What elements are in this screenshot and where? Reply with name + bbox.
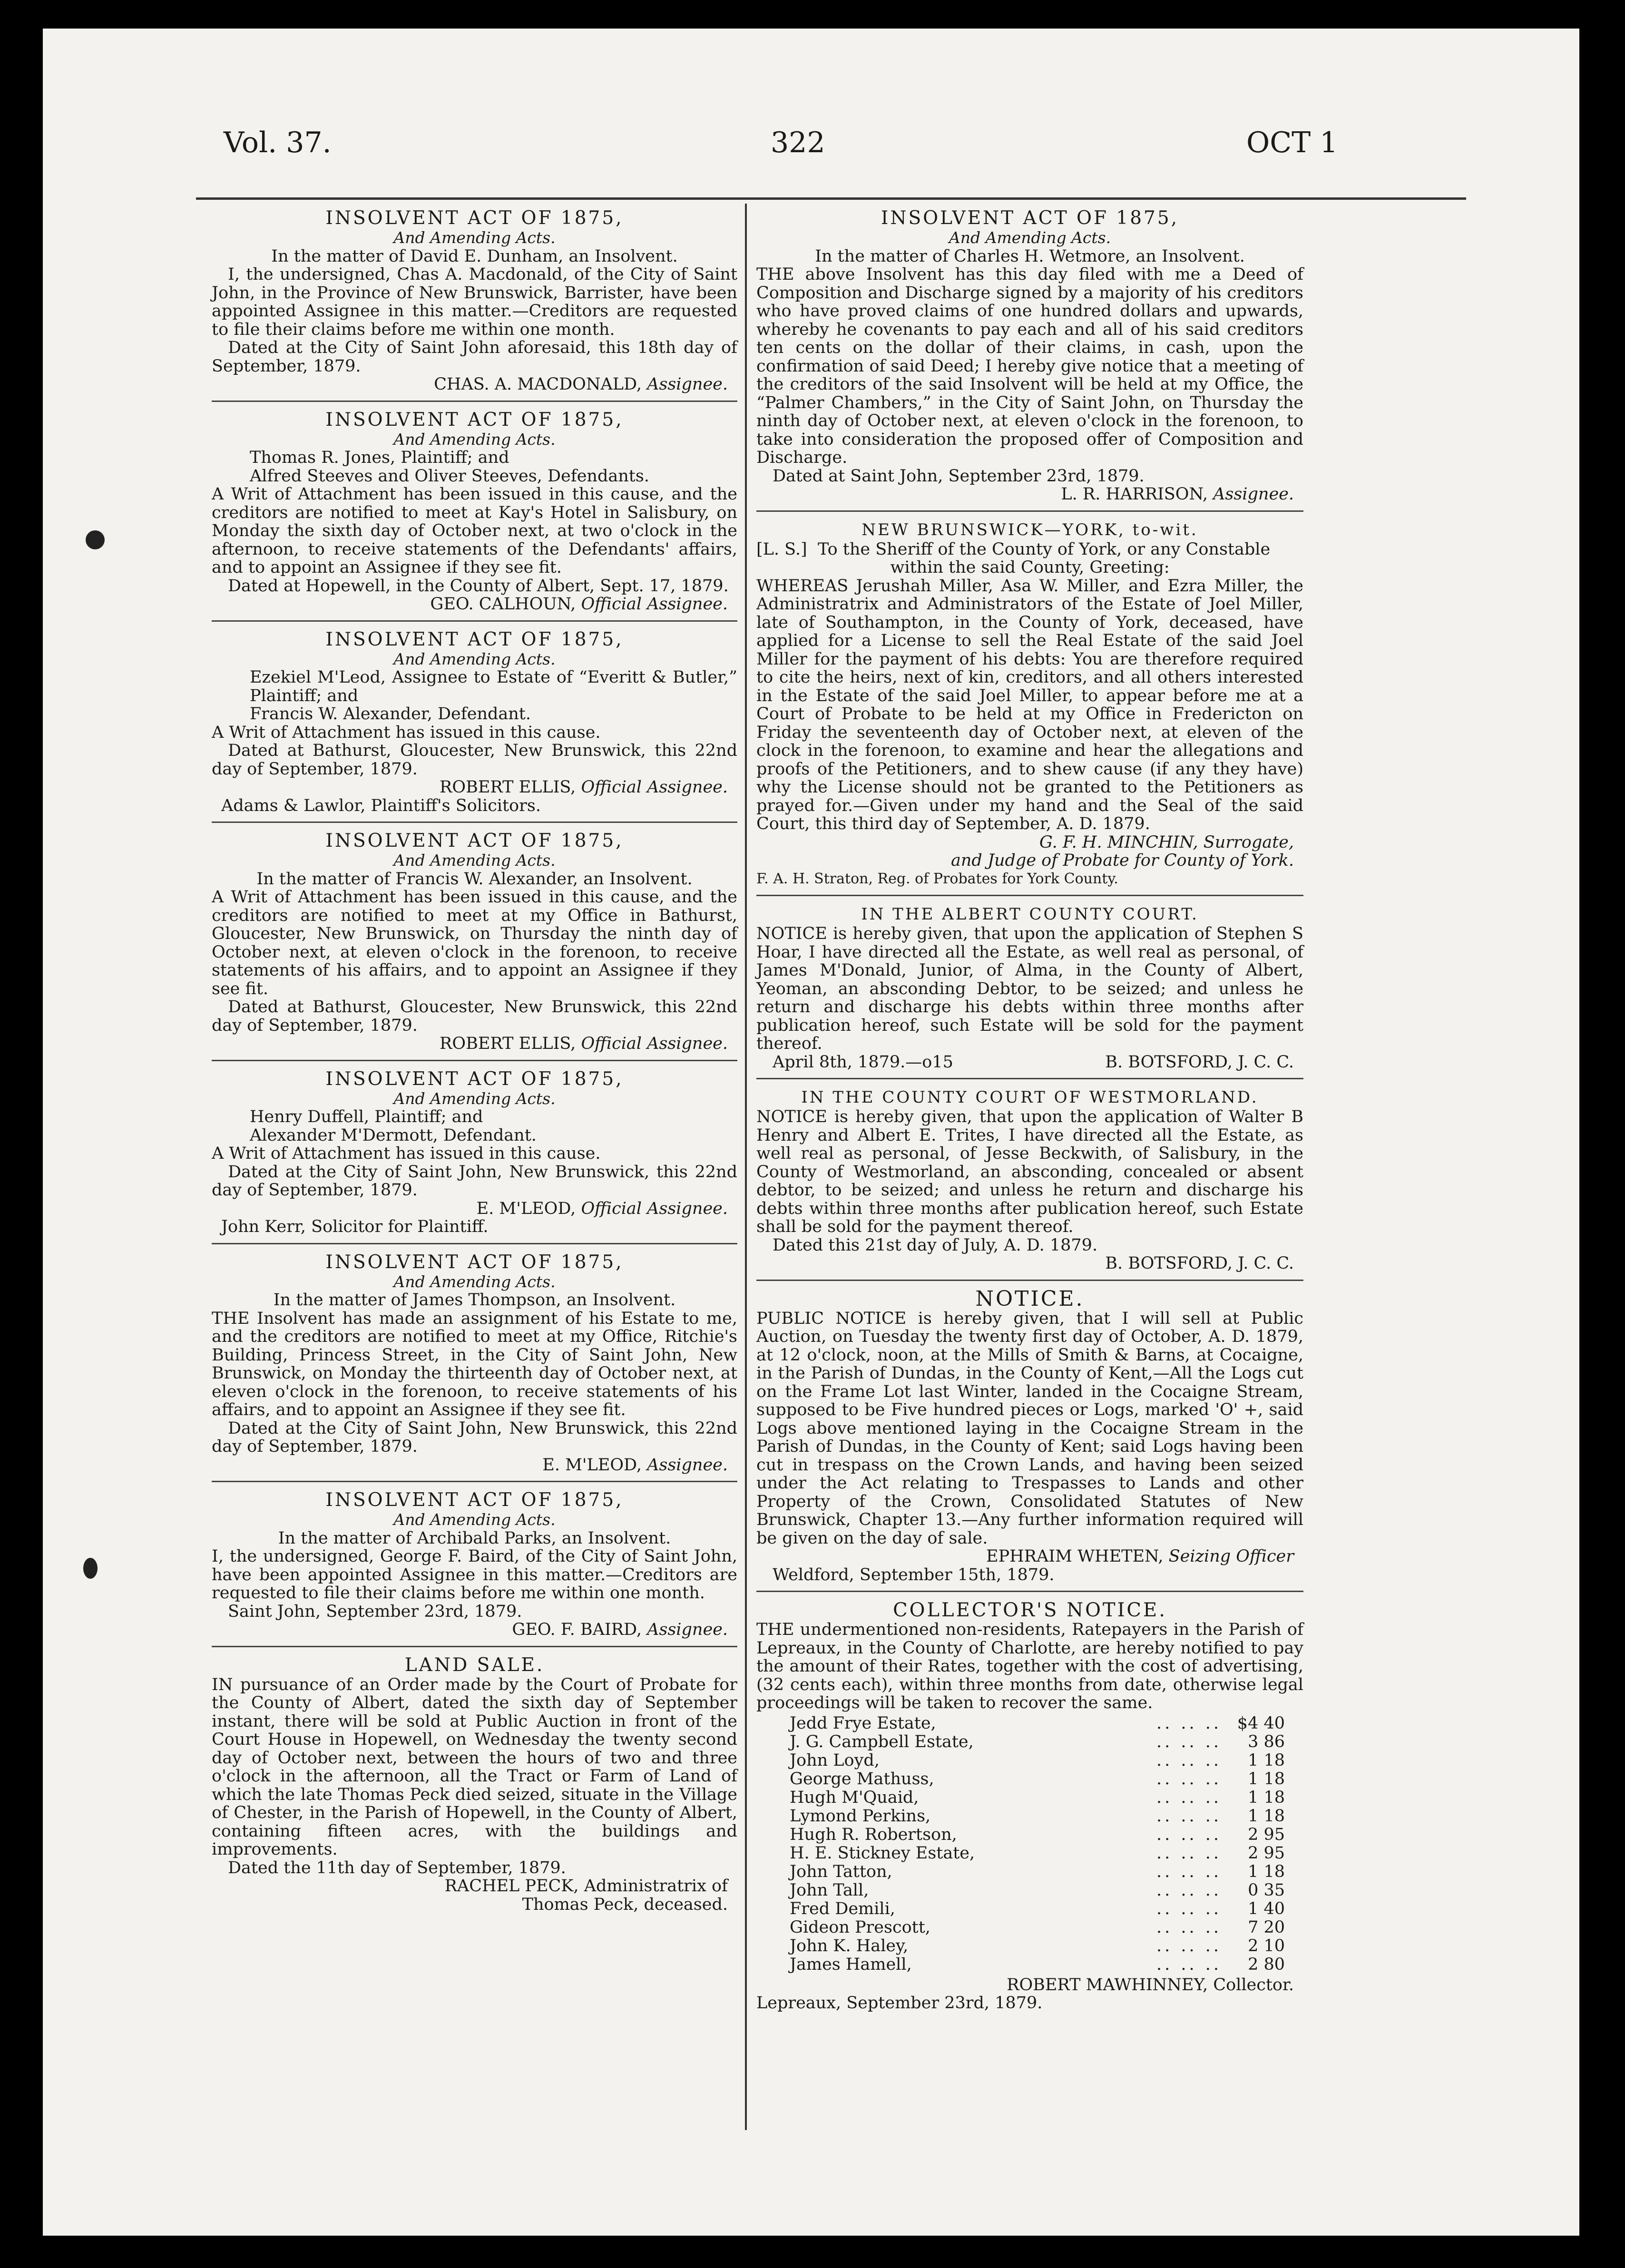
notice-dated: Dated at Bathurst, Gloucester, New Brunswick, this 22nd day of September, 1879. (212, 741, 737, 779)
ratepayer-amt: 1 18 (1248, 1806, 1285, 1826)
signatory-role: and Judge of Probate for County of York. (951, 851, 1294, 870)
registrar-line: F. A. H. Straton, Reg. of Probates for York County. (756, 870, 1118, 887)
signatory: CHAS. A. MACDONALD, (434, 375, 642, 394)
notice-subtitle: And Amending Acts. (393, 430, 556, 449)
notice-matter: In the matter of Archibald Parks, an Insolvent. (278, 1528, 671, 1548)
signatory-role: Official Assignee. (581, 1199, 728, 1218)
table-row (771, 1826, 1285, 1844)
ratepayer-name: John Tatton, (790, 1862, 892, 1881)
signatory-role: Official Assignee. (581, 595, 728, 614)
notice-body: PUBLIC NOTICE is hereby given, that I will sell at Public Auction, on Tuesday the twenty first day of October, A. D. 1879, at 12 o'clock, noon, at the Mills of Smith & Barns, at Cocaigne, in the Parish of Dundas, in the County of Kent,—All the Logs cut on the Frame Lot last Winter, landed in the Cocaigne Stream, supposed to be Five hundred pieces or Logs, marked 'O' +, said Logs above mentioned laying in the Cocaigne Stream in the Parish of Dundas, in the County of Kent; said Logs having been cut in trespass on the Crown Lands, and having been seized under the Act relating to Trespasses to Lands and other Property of the Crown, Consolidated Statutes of New Brunswick, Chapter 13.—Any further information required will be given on the day of sale. (756, 1309, 1303, 1548)
notice-subtitle: And Amending Acts. (393, 1272, 556, 1291)
ratepayer-name: Hugh M'Quaid, (790, 1788, 919, 1807)
signatory-role: Official Assignee. (581, 1034, 728, 1053)
notice-jones-steeves (212, 409, 737, 622)
ratepayer-name: James Hamell, (790, 1955, 912, 1974)
table-row (771, 1789, 1285, 1807)
ratepayer-amt: 2 95 (1248, 1825, 1285, 1844)
ratepayer-dots: .. .. .. (1156, 1750, 1222, 1770)
notice-dated: Dated at Saint John, September 23rd, 1879. (773, 466, 1145, 486)
notice-probate-york (756, 518, 1303, 897)
notice-subtitle: And Amending Acts. (393, 851, 556, 870)
notice-matter: In the matter of Charles H. Wetmore, an Insolvent. (815, 246, 1245, 266)
ink-blot (83, 1558, 98, 1579)
ratepayer-amt: 7 20 (1248, 1917, 1285, 1937)
signatory: E. M'LEOD, (476, 1199, 576, 1218)
notice-title: INSOLVENT ACT OF 1875, (325, 1489, 624, 1511)
notice-alexander (212, 830, 737, 1061)
notice-title: NOTICE. (975, 1286, 1085, 1311)
ratepayer-dots: .. .. .. (1156, 1899, 1222, 1918)
issue-date: OCT 1 (1246, 126, 1338, 159)
table-row (771, 1937, 1285, 1955)
ratepayer-name: H. E. Stickney Estate, (790, 1843, 975, 1863)
notice-body: A Writ of Attachment has been issued in this cause, and the creditors are notified to meet at Kay's Hotel in Salisbury, on Monday the sixth day of October next, at two o'clock in the afternoon, to receive statements of the Defendants' affairs, and to appoint an Assignee if they see fit. (212, 485, 737, 577)
notice-dunham (212, 207, 737, 402)
table-row (771, 1918, 1285, 1937)
signatory: GEO. CALHOUN, (430, 595, 576, 614)
notice-subtitle: And Amending Acts. (393, 649, 556, 668)
table-row (771, 1844, 1285, 1863)
notice-title: COLLECTOR'S NOTICE. (893, 1599, 1167, 1621)
ratepayer-dots: .. .. .. (1156, 1788, 1222, 1807)
notice-parks (212, 1489, 737, 1647)
ratepayer-name: John Loyd, (790, 1750, 880, 1770)
notice-title: INSOLVENT ACT OF 1875, (325, 628, 624, 650)
party-defendant: Francis W. Alexander, Defendant. (250, 704, 531, 723)
notice-body: A Writ of Attachment has been issued in this cause, and the creditors are notified to meet at my Office in Bathurst, Gloucester, New Brunswick, on Thursday the ninth day of October next, at eleven o'clock in the forenoon, to receive statements of his affairs, and to appoint an Assignee if they see fit. (212, 888, 737, 998)
notice-body: NOTICE is hereby given, that upon the application of Stephen S Hoar, I have directed all the Estate, as well real as personal, of James M'Donald, Junior, of Alma, in the County of Albert, Yeoman, an absconding Debtor, to be seized; and unless he return and discharge his debts within three months after publication hereof, such Estate will be sold for the payment thereof. (756, 924, 1303, 1053)
signatory-role: Assignee. (647, 375, 728, 394)
ratepayer-dots: .. .. .. (1156, 1769, 1222, 1789)
party-plaintiff: Henry Duffell, Plaintiff; and (250, 1107, 483, 1126)
ratepayer-dots: .. .. .. (1156, 1917, 1222, 1937)
ratepayer-name: George Mathuss, (790, 1769, 934, 1789)
address-line: To the Sheriff of the County of York, or any Constable (817, 539, 1271, 559)
ratepayer-name: Jedd Frye Estate, (790, 1713, 936, 1733)
notice-dated: Dated at the City of Saint John aforesaid, this 18th day of September, 1879. (212, 338, 737, 376)
notice-dated: Dated at the City of Saint John, New Brunswick, this 22nd day of September, 1879. (212, 1418, 737, 1456)
notice-dated: Lepreaux, September 23rd, 1879. (756, 1994, 1043, 2013)
signatory: ROBERT MAWHINNEY, Collector. (1007, 1975, 1294, 1994)
notice-dated: Dated this 21st day of July, A. D. 1879. (773, 1235, 1098, 1255)
party-defendant: Alexander M'Dermott, Defendant. (250, 1125, 537, 1145)
table-row (771, 1900, 1285, 1918)
notice-body: I, the undersigned, Chas A. Macdonald, of the City of Saint John, in the Province of New Brunswick, Barrister, have been appointed Assignee in this matter.—Creditors are requested to file their claims before me within one month. (212, 265, 737, 339)
notice-title: INSOLVENT ACT OF 1875, (325, 830, 624, 851)
ratepayer-dots: .. .. .. (1156, 1880, 1222, 1900)
table-row (771, 1881, 1285, 1900)
notice-log-sale (756, 1288, 1303, 1593)
party-plaintiff: Thomas R. Jones, Plaintiff; and (250, 448, 509, 467)
signatory: EPHRAIM WHETEN, (986, 1547, 1164, 1566)
address-line: within the said County, Greeting: (890, 558, 1170, 577)
signatory-role: Assignee. (1213, 485, 1294, 504)
notice-dated: Dated at Bathurst, Gloucester, New Brunswick, this 22nd day of September, 1879. (212, 997, 737, 1035)
signatory-role: Seizing Officer (1168, 1547, 1294, 1566)
column-divider (745, 204, 747, 2130)
ratepayer-name: John K. Haley, (790, 1936, 909, 1955)
notice-mcleod-alexander (212, 628, 737, 823)
table-row (771, 1751, 1285, 1770)
notice-body: WHEREAS Jerushah Miller, Asa W. Miller, and Ezra Miller, the Administratrix and Administrators of the Estate of Joel Miller, late of Southampton, in the County of York, deceased, have applied for a License to sell the Real Estate of the said Joel Miller for the payment of his debts: You are therefore required to cite the heirs, next of kin, creditors, and all others interested in the Estate of the said Joel Miller, to appear before me at a Court of Probate to be held at my Office in Fredericton on Friday the seventeenth day of October next, at eleven of the clock in the forenoon, to examine and hear the allegations and proofs of the Petitioners, and to shew cause (if any they have) why the License should not be granted to the Petitioners as prayed for.—Given under my hand and the Seal of the said Court, this third day of September, A. D. 1879. (756, 576, 1303, 833)
table-row (771, 1955, 1285, 1974)
notice-body: THE above Insolvent has this day filed with me a Deed of Composition and Discharge signed by a majority of his creditors who have proved claims of one hundred dollars and upwards, whereby he covenants to pay each and all of his said creditors ten cents on the dollar of their claims, in cash, upon the confirmation of said Deed; I hereby give notice that a meeting of the creditors of the said Insolvent will be held at my Office, the “Palmer Chambers,” in the City of Saint John, on Thursday the ninth day of October next, at eleven o'clock in the forenoon, to take into consideration the proposed offer of Composition and Discharge. (756, 265, 1303, 467)
ratepayer-amt: $4 40 (1237, 1713, 1285, 1733)
table-row (771, 1714, 1285, 1733)
ratepayer-dots: .. .. .. (1156, 1936, 1222, 1955)
ratepayer-name: Gideon Prescott, (790, 1917, 930, 1937)
notice-body: A Writ of Attachment has issued in this cause. (212, 723, 601, 742)
signatory-role: Thomas Peck, deceased. (522, 1895, 728, 1914)
ratepayers-table (771, 1714, 1285, 1974)
table-row (771, 1733, 1285, 1751)
header-rule (196, 197, 1466, 200)
ratepayer-dots: .. .. .. (1156, 1713, 1222, 1733)
notice-body: NOTICE is hereby given, that upon the application of Walter B Henry and Albert E. Trites, I have directed all the Estate, as well real as personal, of Jesse Beckwith, of Salisbury, in the County of Westmorland, an absconding, concealed or absent debtor, to be seized; and unless he return and discharge his debts within three months after publication hereof, such Estate shall be sold for the payment thereof. (756, 1107, 1303, 1236)
ratepayer-dots: .. .. .. (1156, 1732, 1222, 1751)
ratepayer-name: Lymond Perkins, (790, 1806, 931, 1826)
notice-dated: Saint John, September 23rd, 1879. (228, 1602, 522, 1621)
notice-matter: In the matter of David E. Dunham, an Insolvent. (271, 246, 678, 266)
solicitors-line: Adams & Lawlor, Plaintiff's Solicitors. (221, 796, 541, 815)
page-number: 322 (771, 126, 825, 159)
ratepayer-dots: .. .. .. (1156, 1825, 1222, 1844)
notice-title: NEW BRUNSWICK—YORK, to-wit. (861, 520, 1198, 539)
left-column (212, 207, 737, 1927)
signatory-role: Assignee. (647, 1620, 728, 1639)
gazette-page (43, 29, 1579, 2236)
notice-dated: Dated at Hopewell, in the County of Albert, Sept. 17, 1879. (228, 576, 729, 596)
signatory: ROBERT ELLIS, (440, 1034, 576, 1053)
ratepayer-amt: 1 40 (1248, 1899, 1285, 1918)
notice-thompson (212, 1251, 737, 1483)
notice-duffell-mcdermott (212, 1068, 737, 1244)
notice-albert-county-court (756, 903, 1303, 1079)
notice-title: LAND SALE. (404, 1654, 545, 1676)
signatory: G. F. H. MINCHIN, Surrogate, (1039, 832, 1294, 852)
ratepayer-amt: 1 18 (1248, 1862, 1285, 1881)
party-defendant: Alfred Steeves and Oliver Steeves, Defendants. (250, 466, 649, 486)
ratepayer-name: John Tall, (790, 1880, 869, 1900)
notice-body: THE Insolvent has made an assignment of his Estate to me, and the creditors are notified to meet at my Office, Ritchie's Building, Princess Street, in the City of Saint John, New Brunswick, on Monday the thirteenth day of October next, at eleven o'clock in the forenoon, to receive statements of his affairs, and to appoint an Assignee if they see fit. (212, 1309, 737, 1419)
signatory: E. M'LEOD, (542, 1455, 642, 1475)
table-row (771, 1770, 1285, 1789)
notice-dated: Dated the 11th day of September, 1879. (228, 1858, 566, 1877)
ratepayer-amt: 1 18 (1248, 1788, 1285, 1807)
notice-subtitle: And Amending Acts. (949, 228, 1111, 247)
signatory: B. BOTSFORD, J. C. C. (1105, 1052, 1294, 1072)
seal-mark: [L. S.] (756, 539, 807, 559)
notice-title: INSOLVENT ACT OF 1875, (325, 1251, 624, 1273)
signatory: B. BOTSFORD, J. C. C. (1105, 1254, 1294, 1273)
right-column (756, 207, 1303, 2026)
ratepayer-amt: 2 80 (1248, 1955, 1285, 1974)
notice-dated: April 8th, 1879.—o15 (773, 1052, 953, 1072)
ratepayer-name: Fred Demili, (790, 1899, 895, 1918)
volume-number: Vol. 37. (224, 126, 332, 159)
ratepayer-name: Hugh R. Robertson, (790, 1825, 957, 1844)
notice-body: I, the undersigned, George F. Baird, of the City of Saint John, have been appointed Assignee in this matter.—Creditors are requested to file their claims before me within one month. (212, 1547, 737, 1603)
ratepayer-amt: 3 86 (1248, 1732, 1285, 1751)
signatory: L. R. HARRISON, (1061, 485, 1208, 504)
notice-body: THE undermentioned non-residents, Ratepayers in the Parish of Lepreaux, in the County of Charlotte, are hereby notified to pay the amount of their Rates, together with the cost of advertising, (32 cents each), within three months from date, otherwise legal proceedings will be taken to recover the same. (756, 1620, 1303, 1712)
notice-westmorland-court (756, 1086, 1303, 1281)
table-row (771, 1863, 1285, 1881)
notice-matter: In the matter of James Thompson, an Insolvent. (273, 1290, 676, 1310)
notice-body: A Writ of Attachment has issued in this cause. (212, 1144, 601, 1163)
ratepayer-amt: 2 10 (1248, 1936, 1285, 1955)
ratepayer-dots: .. .. .. (1156, 1862, 1222, 1881)
ratepayer-dots: .. .. .. (1156, 1843, 1222, 1863)
notice-dated: Dated at the City of Saint John, New Brunswick, this 22nd day of September, 1879. (212, 1162, 737, 1200)
notice-wetmore (756, 207, 1303, 512)
ratepayer-amt: 2 95 (1248, 1843, 1285, 1863)
ratepayer-amt: 0 35 (1248, 1880, 1285, 1900)
notice-title: INSOLVENT ACT OF 1875, (881, 207, 1179, 229)
signatory-role: Assignee. (647, 1455, 728, 1475)
ratepayer-amt: 1 18 (1248, 1769, 1285, 1789)
signatory: RACHEL PECK, Administratrix of (444, 1877, 728, 1896)
ratepayer-amt: 1 18 (1248, 1750, 1285, 1770)
notice-title: IN THE ALBERT COUNTY COURT. (861, 905, 1199, 924)
notice-subtitle: And Amending Acts. (393, 228, 556, 247)
notice-land-sale (212, 1654, 737, 1921)
notice-title: INSOLVENT ACT OF 1875, (325, 207, 624, 229)
notice-title: INSOLVENT ACT OF 1875, (325, 409, 624, 430)
signatory: GEO. F. BAIRD, (512, 1620, 642, 1639)
notice-collector (756, 1599, 1303, 2019)
signatory-role: Official Assignee. (581, 778, 728, 797)
ratepayer-dots: .. .. .. (1156, 1955, 1222, 1974)
ink-blot (86, 530, 105, 549)
ratepayer-name: J. G. Campbell Estate, (790, 1732, 974, 1751)
notice-matter: In the matter of Francis W. Alexander, an Insolvent. (256, 869, 693, 889)
notice-title: INSOLVENT ACT OF 1875, (325, 1068, 624, 1090)
notice-body: IN pursuance of an Order made by the Court of Probate for the County of Albert, dated the sixth day of September instant, there will be sold at Public Auction in front of the Court House in Hopewell, on Wednesday the twenty second day of October next, between the hours of two and three o'clock in the afternoon, all the Tract or Farm of Land of which the late Thomas Peck died seized, situate in the Village of Chester, in the Parish of Hopewell, in the County of Albert, containing fifteen acres, with the buildings and improvements. (212, 1675, 737, 1859)
notice-subtitle: And Amending Acts. (393, 1089, 556, 1108)
party-plaintiff: Ezekiel M'Leod, Assignee to Estate of “Everitt & Butler,” Plaintiff; and (250, 668, 737, 705)
notice-dated: Weldford, September 15th, 1879. (773, 1565, 1055, 1584)
notice-subtitle: And Amending Acts. (393, 1510, 556, 1529)
notice-title: IN THE COUNTY COURT OF WESTMORLAND. (801, 1088, 1259, 1107)
signatory: ROBERT ELLIS, (440, 778, 576, 797)
table-row (771, 1807, 1285, 1826)
solicitor-line: John Kerr, Solicitor for Plaintiff. (221, 1217, 489, 1236)
ratepayer-dots: .. .. .. (1156, 1806, 1222, 1826)
